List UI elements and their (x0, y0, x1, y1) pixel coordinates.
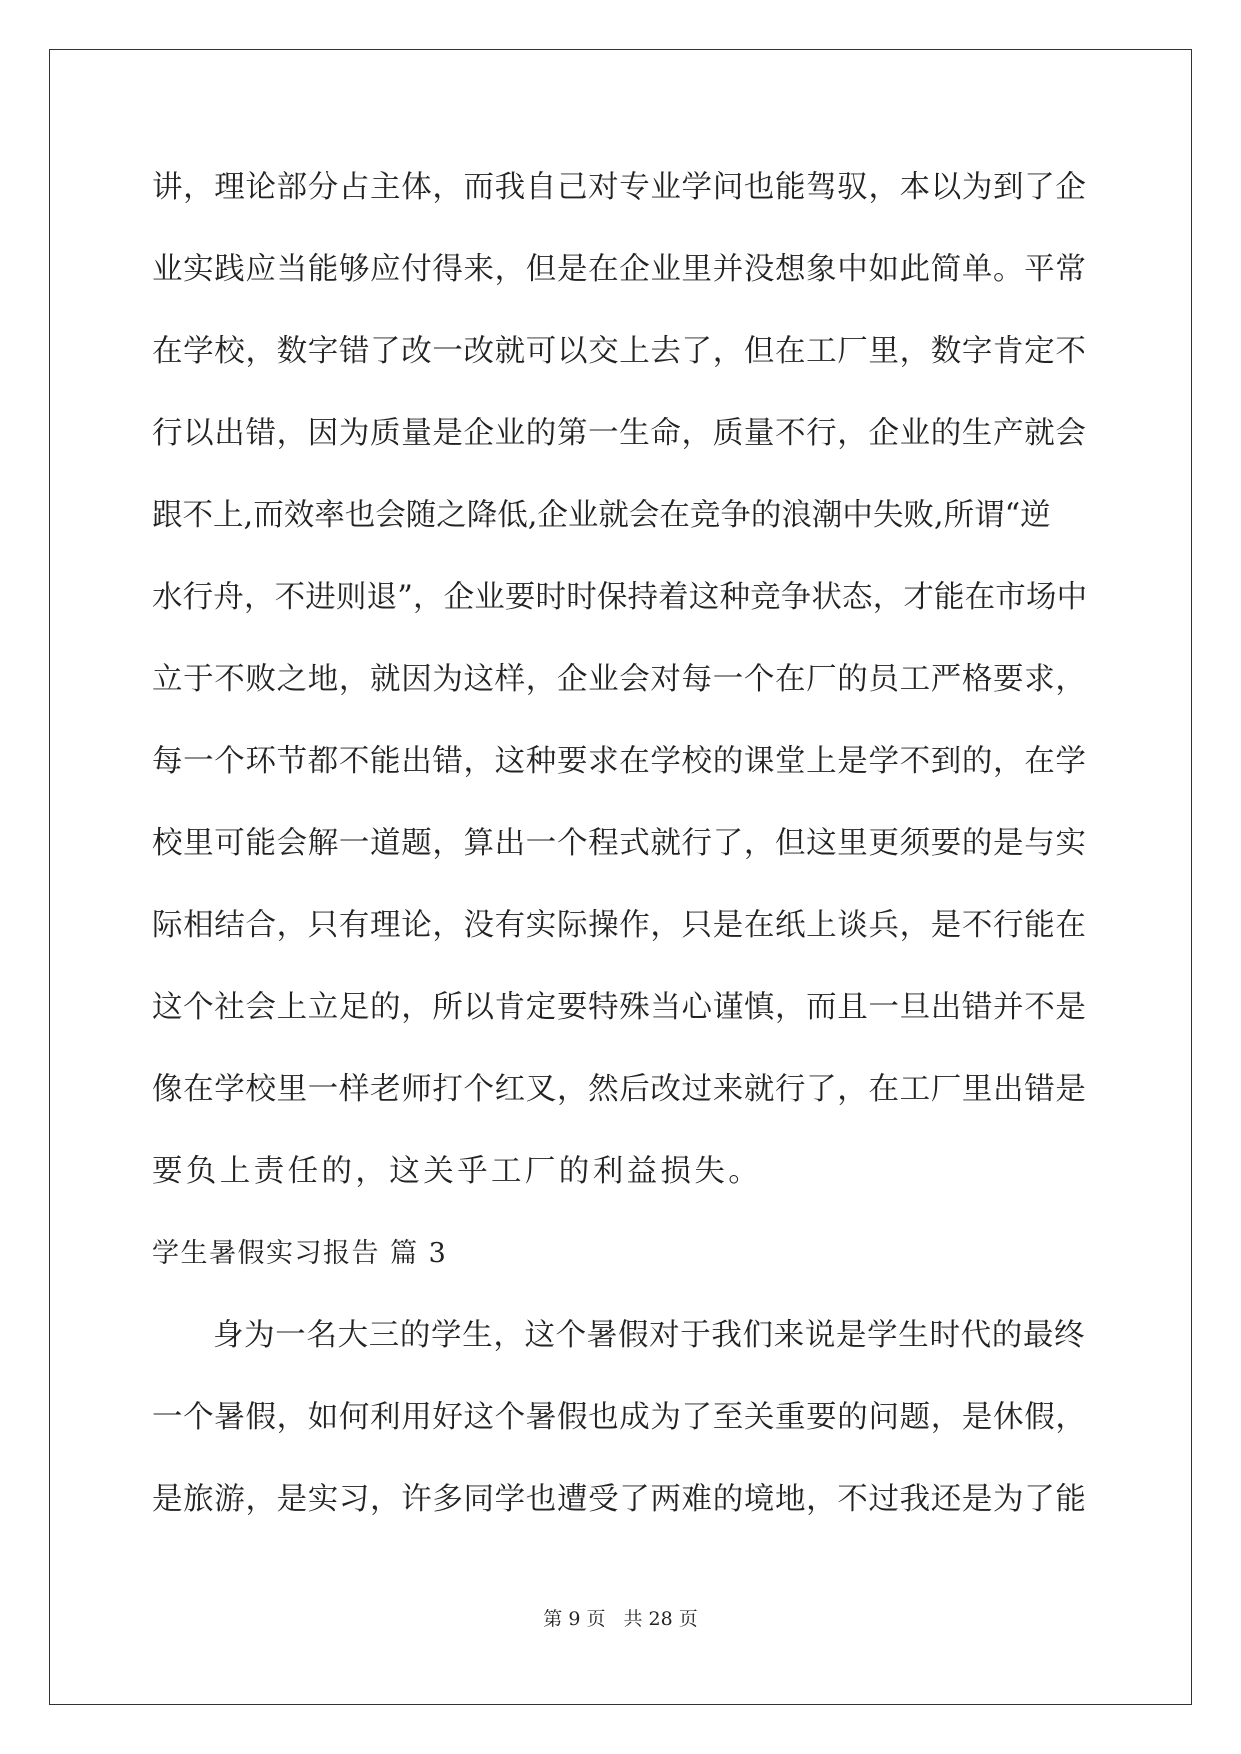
text-line: 业实践应当能够应付得来，但是在企业里并没想象中如此简单。平常 (152, 252, 1087, 287)
text-line: 水行舟，不进则退”，企业要时时保持着这种竞争状态，才能在市场中 (152, 580, 1088, 615)
text-line: 跟不上,而效率也会随之降低,企业就会在竞争的浪潮中失败,所谓“逆 (152, 498, 1051, 533)
text-line: 是旅游，是实习，许多同学也遭受了两难的境地，不过我还是为了能 (152, 1482, 1087, 1517)
text-line: 在学校，数字错了改一改就可以交上去了，但在工厂里，数字肯定不 (152, 334, 1087, 369)
text-line: 讲，理论部分占主体，而我自己对专业学问也能驾驭，本以为到了企 (152, 170, 1087, 205)
text-line: 一个暑假，如何利用好这个暑假也成为了至关重要的问题，是休假， (152, 1400, 1087, 1435)
text-line: 校里可能会解一道题，算出一个程式就行了，但这里更须要的是与实 (152, 826, 1087, 861)
paragraph-1 (152, 160, 1090, 1226)
paragraph-2 (152, 1308, 1090, 1554)
page-number: 第 9 页 (543, 1608, 606, 1630)
section-heading: 学生暑假实习报告 篇 3 (152, 1238, 448, 1269)
text-line: 身为一名大三的学生，这个暑假对于我们来说是学生时代的最终 (213, 1318, 1086, 1353)
page-footer (0, 1604, 1241, 1631)
text-line: 行以出错，因为质量是企业的第一生命，质量不行，企业的生产就会 (152, 416, 1087, 451)
text-line: 这个社会上立足的，所以肯定要特殊当心谨慎，而且一旦出错并不是 (152, 990, 1087, 1025)
document-body (152, 160, 1090, 1554)
page-total: 共 28 页 (623, 1608, 698, 1630)
text-line: 际相结合，只有理论，没有实际操作，只是在纸上谈兵，是不行能在 (152, 908, 1087, 943)
text-line: 像在学校里一样老师打个红叉，然后改过来就行了，在工厂里出错是 (152, 1072, 1087, 1107)
text-line: 要负上责任的，这关乎工厂的利益损失。 (152, 1154, 763, 1189)
text-line: 立于不败之地，就因为这样，企业会对每一个在厂的员工严格要求， (152, 662, 1087, 697)
text-line: 每一个环节都不能出错，这种要求在学校的课堂上是学不到的，在学 (152, 744, 1087, 779)
